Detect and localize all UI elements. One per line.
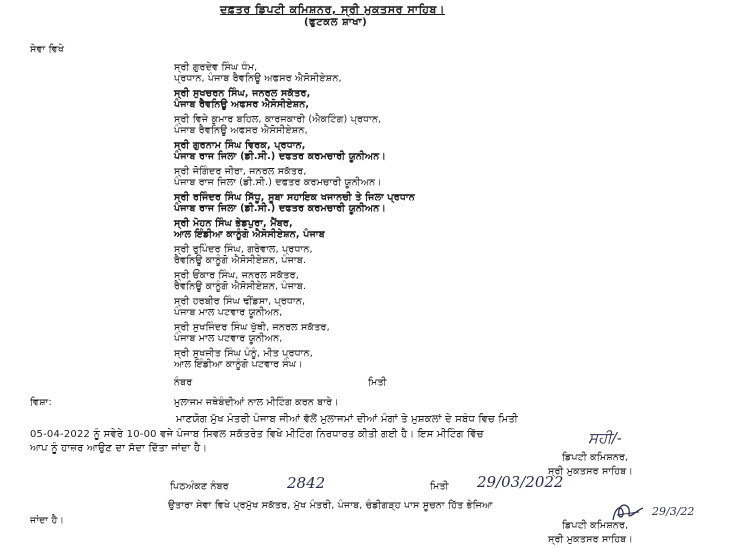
copy-forward-line: ਉਤਾਰਾ ਸੇਵਾ ਵਿਖੇ ਪ੍ਰਮੁੱਖ ਸਕੱਤਰ, ਮੁੱਖ ਮੰਤਰੀ, ਪੰਜਾਬ, ਚੰਡੀਗੜ੍ਹ ਪਾਸ ਸੂਚਨਾ ਹਿੱਤ ਭੇਜਿਆ [168, 500, 493, 511]
addressee-organisation: ਪੰਜਾਬ ਰਾਜ ਜਿਲਾ (ਡੀ.ਸੀ.) ਦਫਤਰ ਕਰਮਚਾਰੀ ਯੂਨੀਅਨ। [174, 151, 386, 162]
endorsement-date-label: ਮਿਤੀ [430, 481, 449, 492]
signatory-place-1: ਸ੍ਰੀ ਮੁਕਤਸਰ ਸਾਹਿਬ। [548, 466, 634, 477]
addressee-organisation: ਪੰਜਾਬ ਰੈਵਨਿਊ ਅਫਸਰ ਐਸੋਸੀਏਸ਼ਨ, [174, 125, 308, 136]
body-line-2: 05-04-2022 ਨੂੰ ਸਵੇਰੇ 10-00 ਵਜੇ ਪੰਜਾਬ ਸਿਵਲ ਸਕੱਤਰੇਤ ਵਿਖੇ ਮੀਟਿੰਗ ਨਿਰਧਾਰਤ ਕੀਤੀ ਗਈ ਹੈ। ਇਸ ਮੀਟਿੰਗ ਵਿੱਚ [30, 429, 484, 440]
addressee-name: ਸ੍ਰੀ ਸੁਖਚਰਨ ਸਿੰਘ, ਜਨਰਲ ਸਕੱਤਰ, [174, 88, 311, 99]
addressee-organisation: ਪੰਜਾਬ ਰਾਜ ਜਿਲਾ (ਡੀ.ਸੀ.) ਦਫਤਰ ਕਰਮਚਾਰੀ ਯੂਨੀਅਨ। [174, 203, 386, 214]
signatory-place-2: ਸ੍ਰੀ ਮੁਕਤਸਰ ਸਾਹਿਬ। [548, 534, 634, 545]
endorsement-number: 2842 [287, 474, 326, 492]
addressee-name: ਸ੍ਰੀ ਓਂਕਾਰ ਸਿੰਘ, ਜਨਰਲ ਸਕੱਤਰ, [174, 270, 299, 281]
signatory-designation-2: ਡਿਪਟੀ ਕਮਿਸ਼ਨਰ, [562, 520, 629, 531]
addressee-name: ਸ੍ਰੀ ਜੋਗਿੰਦਰ ਜੀਰਾ, ਜਨਰਲ ਸਕੱਤਰ, [174, 166, 307, 177]
addressee-organisation: ਰੈਵਨਿਊ ਕਾਨੂੰਗੋ ਐਸੋਸੀਏਸ਼ਨ, ਪੰਜਾਬ. [174, 281, 307, 292]
addressee-organisation: ਪੰਜਾਬ ਰਾਜ ਜਿਲਾ (ਡੀ.ਸੀ.) ਦਫਤਰ ਕਰਮਚਾਰੀ ਯੂਨੀਅਨ। [174, 177, 382, 188]
addressee-organisation: ਪੰਜਾਬ ਮਾਲ ਪਟਵਾਰ ਯੂਨੀਅਨ, [174, 307, 283, 318]
addressee-organisation: ਰੈਵਨਿਊ ਕਾਨੂੰਗੋ ਐਸੋਸੀਏਸ਼ਨ, ਪੰਜਾਬ. [174, 255, 307, 266]
addressee-name: ਸ੍ਰੀ ਰਜਿੰਦਰ ਸਿੰਘ ਸਿੱਧੂ, ਸੂਬਾ ਸਹਾਇਕ ਖਜਾਨਚੀ ਤੇ ਜਿਲਾ ਪ੍ਰਧਾਨ [174, 192, 415, 203]
subject-text: ਮੁਲਾਜਮ ਜਥੇਬੰਦੀਆਂ ਨਾਲ ਮੀਟਿੰਗ ਕਰਨ ਬਾਰੇ। [174, 397, 339, 408]
office-title: ਦਫ਼ਤਰ ਡਿਪਟੀ ਕਮਿਸ਼ਨਰ, ਸ੍ਰੀ ਮੁਕਤਸਰ ਸਾਹਿਬ। [220, 3, 445, 16]
body-line-1: ਮਾਣਯੋਗ ਮੁੱਖ ਮੰਤਰੀ ਪੰਜਾਬ ਜੀਆਂ ਵੱਲੋਂ ਮੁਲਾਜਮਾਂ ਦੀਆਂ ਮੰਗਾਂ ਤੇ ਮੁਸ਼ਕਲਾਂ ਦੇ ਸਬੰਧ ਵਿਚ ਮਿਤੀ [176, 414, 518, 425]
branch-name: (ਫੁਟਕਲ ਸ਼ਾਖਾ) [304, 17, 368, 28]
addressee-name: ਸ੍ਰੀ ਹਰਬੀਰ ਸਿੰਘ ਢੀਂਡਸਾ, ਪ੍ਰਧਾਨ, [174, 296, 306, 307]
addressee-organisation: ਪੰਜਾਬ ਮਾਲ ਪਟਵਾਰ ਯੂਨੀਅਨ, [174, 333, 283, 344]
handwritten-signature: ਸਹੀ/- [588, 429, 622, 447]
copy-forward-line-end: ਜਾਂਦਾ ਹੈ। [30, 515, 65, 526]
addressee-name: ਸ੍ਰੀ ਵਿਜੇ ਕੁਮਾਰ ਬਹਿਲ, ਕਾਰਜਕਾਰੀ (ਐਕਟਿੰਗ) ਪ੍ਰਧਾਨ, [174, 114, 382, 125]
endorsement-number-label: ਪਿਠਅੰਕਣ ਨੰਬਰ [170, 481, 229, 492]
handwritten-date: 29/3/22 [652, 505, 695, 518]
subject-label: ਵਿਸ਼ਾ: [30, 397, 52, 408]
addressee-name: ਸ੍ਰੀ ਸੁਖਜਿੰਦਰ ਸਿੰਘ ਖੁੱਥੀ, ਜਨਰਲ ਸਕੱਤਰ, [174, 322, 330, 333]
memo-number-label: ਨੰਬਰ [174, 377, 193, 388]
addressee-name: ਸ੍ਰੀ ਮੋਹਨ ਸਿੰਘ ਭੇਡਪੁਰਾ, ਮੈਂਬਰ, [174, 218, 293, 229]
addressee-organisation: ਆਲ ਇੰਡੀਆ ਕਾਨੂੰਗੋ ਐਸੋਸੀਏਸ਼ਨ, ਪੰਜਾਬ [174, 229, 325, 240]
memo-date-label: ਮਿਤੀ [368, 377, 387, 388]
addressee-name: ਸ੍ਰੀ ਸੁਖਜੀਤ ਸਿੰਘ ਪੰਨੂੰ, ਮੀਤ ਪ੍ਰਧਾਨ, [174, 348, 313, 359]
signatory-designation-1: ਡਿਪਟੀ ਕਮਿਸ਼ਨਰ, [562, 452, 629, 463]
endorsement-date: 29/03/2022 [477, 473, 564, 491]
body-line-3: ਆਪ ਨੂੰ ਹਾਜ਼ਰ ਆਉਣ ਦਾ ਸੱਦਾ ਦਿੱਤਾ ਜਾਂਦਾ ਹੈ। [30, 443, 208, 454]
addressee-organisation: ਪ੍ਰਧਾਨ, ਪੰਜਾਬ ਰੈਵਨਿਊ ਅਫਸਰ ਐਸੋਸੀਏਸ਼ਨ, [174, 73, 342, 84]
to-label: ਸੇਵਾ ਵਿਖੇ [30, 44, 65, 55]
addressee-organisation: ਆਲ ਇੰਡੀਆ ਕਾਨੂੰਗੋ ਪਟਵਾਰ ਸੰਘ। [174, 359, 303, 370]
addressee-name: ਸ੍ਰੀ ਗੁਰਨਾਮ ਸਿੰਘ ਵਿਰਕ, ਪ੍ਰਧਾਨ, [174, 140, 306, 151]
addressee-name: ਸ੍ਰੀ ਗੁਰਦੇਵ ਸਿੰਘ ਧੰਮ, [174, 62, 258, 73]
addressee-organisation: ਪੰਜਾਬ ਰੈਵਨਿਊ ਅਫਸਰ ਐਸੋਸੀਏਸ਼ਨ, [174, 99, 310, 110]
addressee-name: ਸ੍ਰੀ ਰੁਪਿੰਦਰ ਸਿੰਘ, ਗਰੇਵਾਲ, ਪ੍ਰਧਾਨ, [174, 244, 313, 255]
